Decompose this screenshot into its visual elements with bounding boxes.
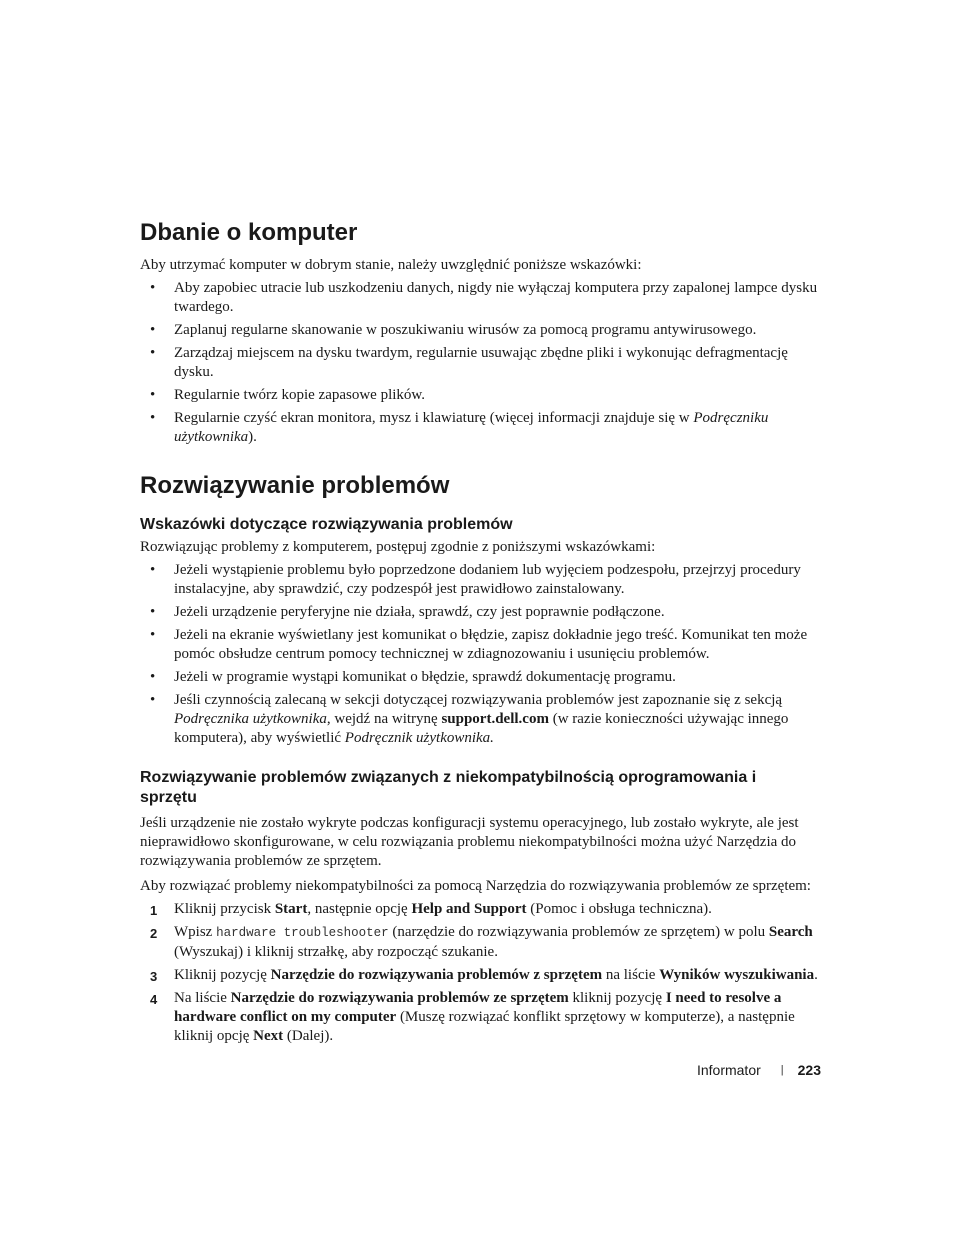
section-heading-care: Dbanie o komputer [140,219,358,246]
bullet-icon: • [150,280,156,296]
list-item: • Jeżeli urządzenie peryferyjne nie działa, sprawdź, czy jest poprawnie podłączone. [150,604,665,620]
bullet-icon: • [150,562,156,578]
footer-separator: | [780,1064,784,1076]
care-intro: Aby utrzymać komputer w dobrym stanie, należy uwzględnić poniższe wskazówki: [140,257,642,273]
list-item: • Zarządzaj miejscem na dysku twardym, regularnie usuwając zbędne pliki i wykonując defragmentację dysku. [150,345,788,380]
bullet-icon: • [150,322,156,338]
list-item: • Regularnie czyść ekran monitora, mysz i klawiaturę (więcej informacji znajduje się w Podręczniku użytkownika). [150,410,769,445]
footer-label: Informator [696,1062,761,1078]
bullet-icon: • [150,345,156,361]
section-heading-troubleshooting: Rozwiązywanie problemów [140,472,450,499]
page-footer [600,1062,821,1078]
list-item: • Jeżeli w programie wystąpi komunikat o błędzie, sprawdź dokumentację programu. [150,669,676,685]
hardware-paragraph-2: Aby rozwiązać problemy niekompatybilności za pomocą Narzędzia do rozwiązywania problemów ze sprzętem: [140,878,811,894]
subheading-tips: Wskazówki dotyczące rozwiązywania problemów [140,516,513,533]
list-item: • Aby zapobiec utracie lub uszkodzeniu danych, nigdy nie wyłączaj komputera przy zapalonej lampce dysku twardego. [150,280,818,315]
bullet-icon: • [150,627,156,643]
subheading-hardware: Rozwiązywanie problemów związanych z niekompatybilnością oprogramowania i sprzętu [140,769,757,806]
list-item: • Jeżeli na ekranie wyświetlany jest komunikat o błędzie, zapisz dokładnie jego treść. Komunikat ten może pomóc obsłudze centrum pomocy technicznej w zdiagnozowaniu i usunięciu problemów. [150,627,808,662]
hardware-steps [140,900,820,1046]
document-page [140,214,820,1046]
bullet-icon: • [150,692,156,708]
step-item: 1 Kliknij przycisk Start, następnie opcję Help and Support (Pomoc i obsługa techniczna). [150,901,712,918]
step-item: 2 Wpisz hardware troubleshooter (narzędzie do rozwiązywania problemów ze sprzętem) w polu Search (Wyszukaj) i kliknij strzałkę, aby rozpocząć szukanie. [150,924,813,960]
bullet-icon: • [150,669,156,685]
care-list [140,279,820,447]
tips-intro: Rozwiązując problemy z komputerem, postępuj zgodnie z poniższymi wskazówkami: [140,539,656,555]
list-item: • Jeżeli wystąpienie problemu było poprzedzone dodaniem lub wyjęciem podzespołu, przejrzyj procedury instalacyjne, aby sprawdzić, czy podzespół jest prawidłowo zainstalowany. [150,562,801,597]
step-item: 4 Na liście Narzędzie do rozwiązywania problemów ze sprzętem kliknij pozycję I need to resolve a hardware conflict on my computer (Muszę rozwiązać konflikt sprzętowy w komputerze), a następnie kliknij opcję Next (Dalej). [150,990,795,1044]
support-link: support.dell.com [441,711,549,727]
page-number: 223 [797,1062,821,1078]
bullet-icon: • [150,604,156,620]
list-item: • Jeśli czynnością zalecaną w sekcji dotyczącej rozwiązywania problemów jest zapoznanie się z sekcją Podręcznika użytkownika, wejdź na witrynę support.dell.com (w razie konieczności używając innego komputera), aby wyświetlić Podręcznik użytkownika. [150,692,789,746]
tips-list [140,561,820,748]
step-item: 3 Kliknij pozycję Narzędzie do rozwiązywania problemów z sprzętem na liście Wyników wyszukiwania. [150,967,818,984]
bullet-icon: • [150,387,156,403]
list-item: • Regularnie twórz kopie zapasowe plików. [150,387,426,403]
bullet-icon: • [150,410,156,426]
list-item: • Zaplanuj regularne skanowanie w poszukiwaniu wirusów za pomocą programu antywirusowego. [150,322,757,338]
hardware-paragraph-1: Jeśli urządzenie nie zostało wykryte podczas konfiguracji systemu operacyjnego, lub zostało wykryte, ale jest nieprawidłowo skonfigurowane, w celu rozwiązania problemu niekompatybilności można użyć Narzędzia do rozwiązywania problemów ze sprzętem. [140,815,799,869]
